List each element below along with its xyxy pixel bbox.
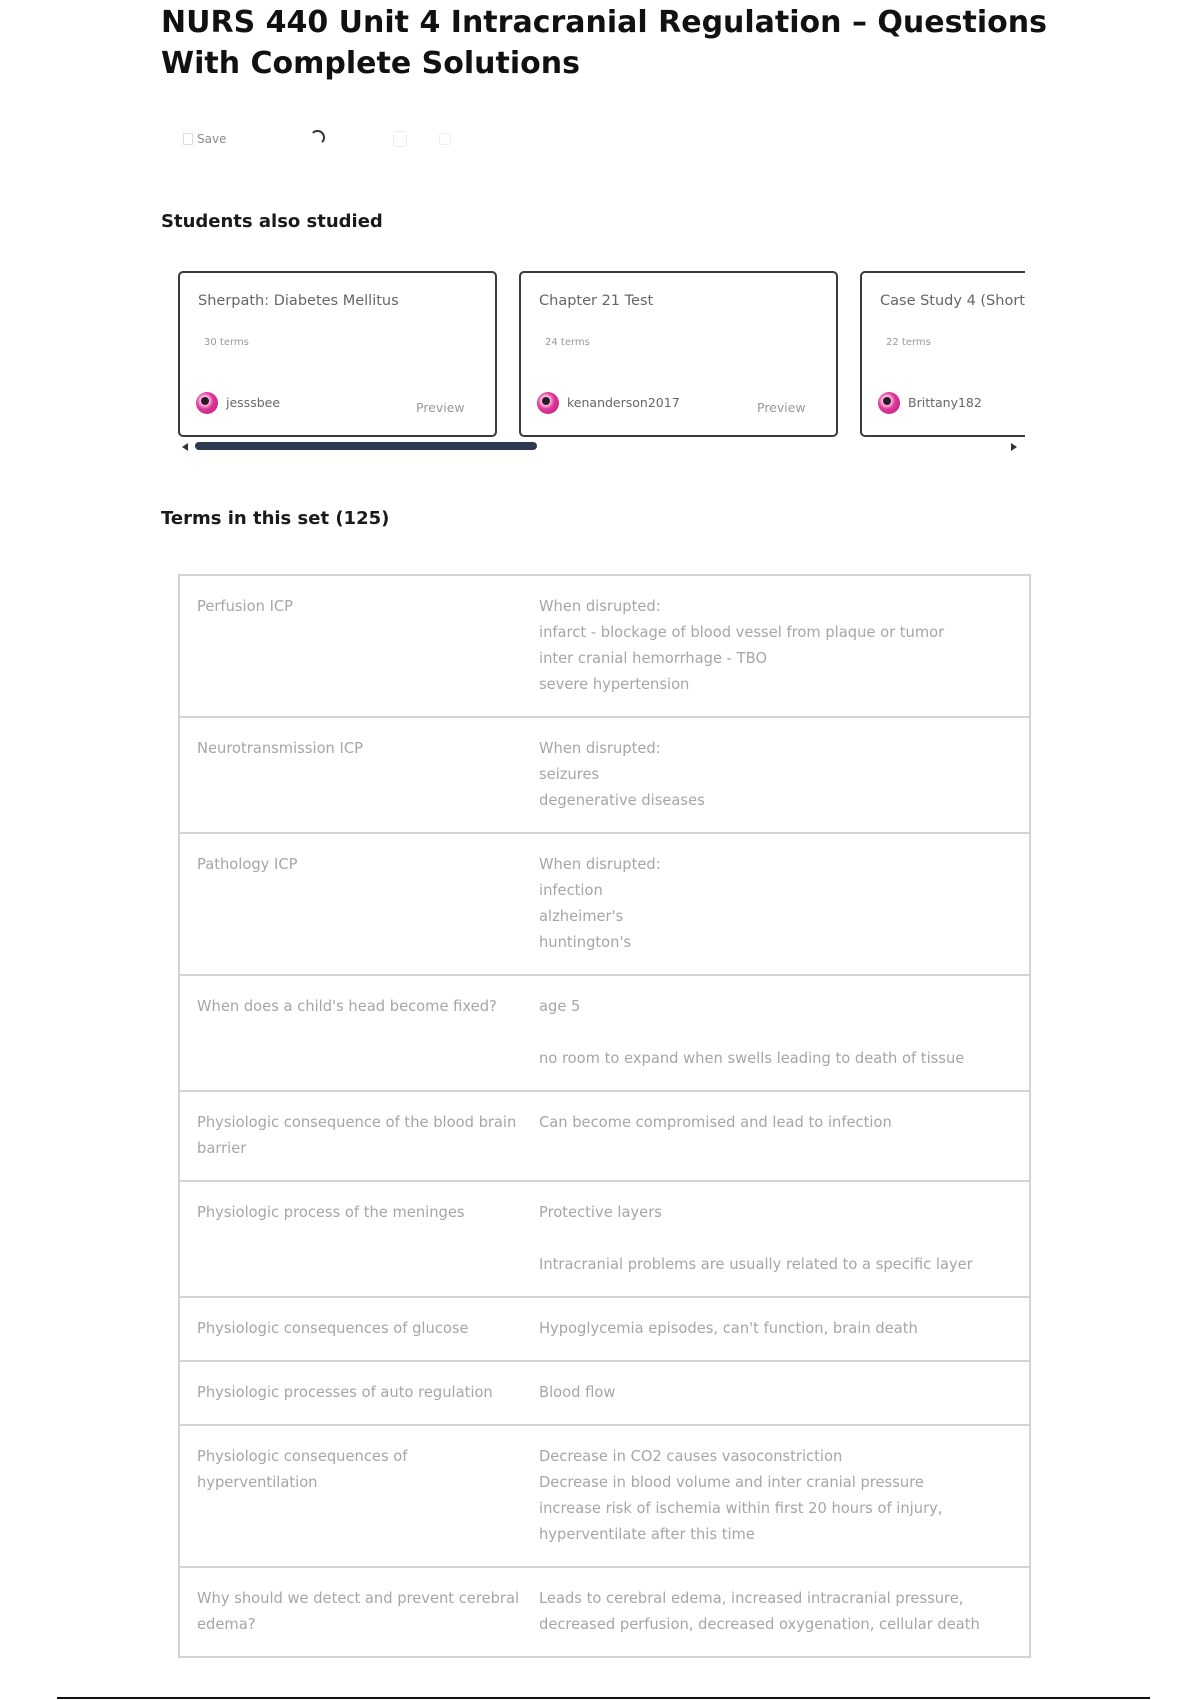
term-cell: When does a child's head become fixed? bbox=[197, 998, 497, 1015]
scroll-left-arrow-icon[interactable] bbox=[182, 443, 188, 451]
term-cell: Perfusion ICP bbox=[197, 598, 294, 615]
term-cell: Physiologic consequence of the blood brain barrier bbox=[197, 1114, 517, 1157]
table-row bbox=[180, 832, 1029, 974]
avatar bbox=[878, 392, 900, 414]
page-title: NURS 440 Unit 4 Intracranial Regulation – Questions With Complete Solutions bbox=[161, 5, 1047, 81]
definition-cell: Decrease in CO2 causes vasoconstriction Decrease in blood volume and inter cranial pressure increase risk of ischemia within first 20 hours of injury, hyperventilate after this time bbox=[539, 1448, 943, 1543]
card-term-count: 24 terms bbox=[545, 337, 590, 348]
more-icon[interactable] bbox=[439, 133, 451, 145]
save-label: Save bbox=[197, 132, 227, 146]
terms-table bbox=[178, 574, 1031, 1658]
bookmark-icon bbox=[183, 133, 193, 145]
students-also-studied-heading: Students also studied bbox=[161, 211, 383, 232]
terms-in-set-heading: Terms in this set (125) bbox=[161, 508, 390, 529]
card-username[interactable]: kenanderson2017 bbox=[567, 395, 680, 410]
preview-button[interactable]: Preview bbox=[757, 400, 806, 415]
table-row bbox=[180, 1180, 1029, 1296]
action-bar bbox=[183, 128, 226, 150]
term-cell: Physiologic consequences of glucose bbox=[197, 1320, 469, 1337]
study-sets-carousel bbox=[176, 270, 1025, 455]
page-bottom-divider bbox=[57, 1697, 1150, 1699]
definition-cell: age 5 no room to expand when swells leading to death of tissue bbox=[539, 998, 965, 1067]
loading-spinner-icon bbox=[310, 130, 325, 145]
carousel-scrollbar-thumb[interactable] bbox=[195, 442, 537, 450]
term-cell: Physiologic process of the meninges bbox=[197, 1204, 465, 1221]
definition-cell: Blood flow bbox=[539, 1384, 616, 1401]
study-set-card[interactable] bbox=[860, 271, 1025, 437]
table-row bbox=[180, 1360, 1029, 1424]
save-button[interactable] bbox=[183, 132, 226, 146]
card-username[interactable]: jesssbee bbox=[226, 395, 281, 410]
study-set-card[interactable] bbox=[519, 271, 838, 437]
scroll-right-arrow-icon[interactable] bbox=[1011, 443, 1017, 451]
term-cell: Physiologic processes of auto regulation bbox=[197, 1384, 493, 1401]
avatar bbox=[196, 392, 218, 414]
study-set-card[interactable] bbox=[178, 271, 497, 437]
preview-button[interactable]: Preview bbox=[416, 400, 465, 415]
definition-cell: Leads to cerebral edema, increased intracranial pressure, decreased perfusion, decreased oxygenation, cellular death bbox=[539, 1590, 980, 1633]
card-term-count: 22 terms bbox=[886, 337, 931, 348]
avatar bbox=[537, 392, 559, 414]
term-cell: Why should we detect and prevent cerebral edema? bbox=[197, 1590, 520, 1633]
table-row bbox=[180, 576, 1029, 716]
table-row bbox=[180, 1090, 1029, 1180]
table-row bbox=[180, 974, 1029, 1090]
definition-cell: When disrupted: seizures degenerative diseases bbox=[539, 740, 705, 809]
table-row bbox=[180, 1296, 1029, 1360]
table-row bbox=[180, 716, 1029, 832]
definition-cell: When disrupted: infarct - blockage of blood vessel from plaque or tumor inter cranial hemorrhage - TBO severe hypertension bbox=[539, 598, 945, 693]
term-cell: Physiologic consequences of hyperventilation bbox=[197, 1448, 408, 1491]
definition-cell: Hypoglycemia episodes, can't function, brain death bbox=[539, 1320, 918, 1337]
definition-cell: When disrupted: infection alzheimer's huntington's bbox=[539, 856, 661, 951]
card-title: Case Study 4 (Short bbox=[880, 293, 1025, 309]
definition-cell: Protective layers Intracranial problems are usually related to a specific layer bbox=[539, 1204, 973, 1273]
definition-cell: Can become compromised and lead to infection bbox=[539, 1114, 892, 1131]
table-row bbox=[180, 1424, 1029, 1566]
card-title: Sherpath: Diabetes Mellitus bbox=[198, 293, 399, 309]
card-title: Chapter 21 Test bbox=[539, 293, 654, 309]
card-username[interactable]: Brittany182 bbox=[908, 395, 982, 410]
table-row bbox=[180, 1566, 1029, 1656]
term-cell: Neurotransmission ICP bbox=[197, 740, 363, 757]
share-icon[interactable] bbox=[393, 131, 407, 147]
card-term-count: 30 terms bbox=[204, 337, 249, 348]
term-cell: Pathology ICP bbox=[197, 856, 298, 873]
